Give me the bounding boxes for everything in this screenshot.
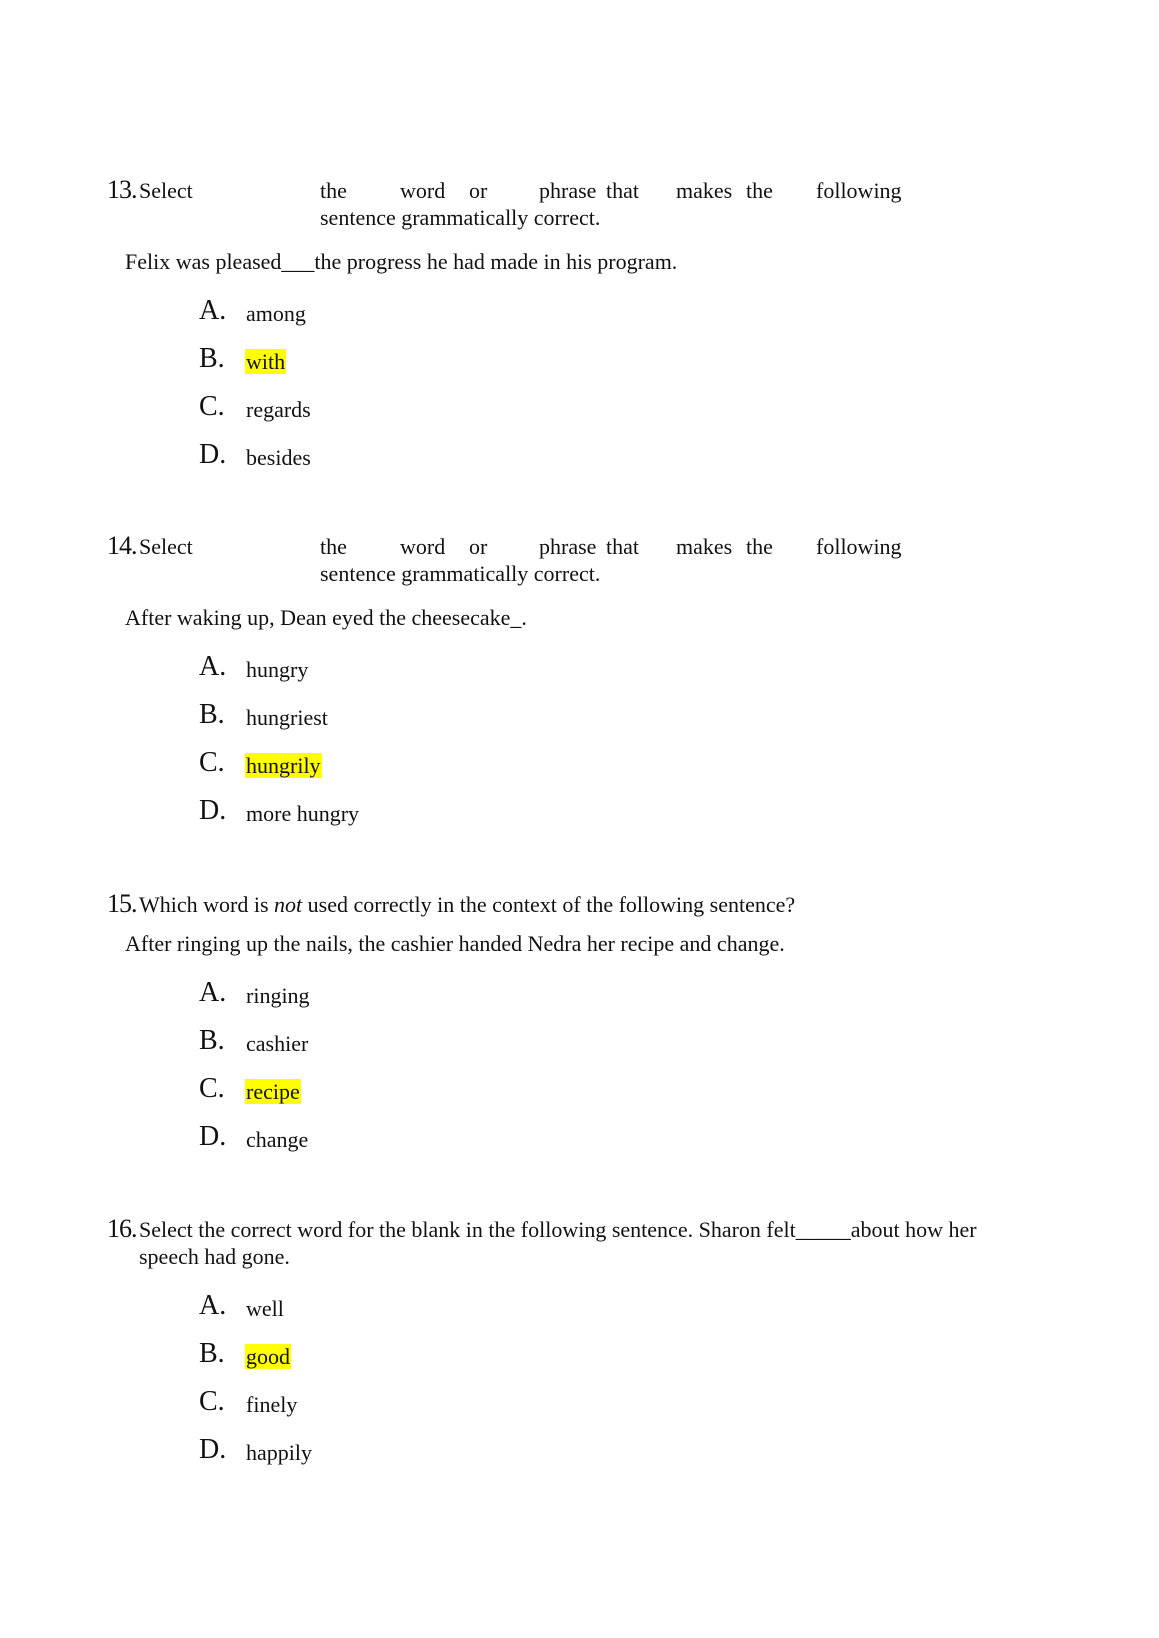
prompt-word: that <box>606 534 639 559</box>
prompt-part: Which word is <box>139 892 275 917</box>
question-number: 15. <box>107 889 137 918</box>
option-text: ringing <box>246 983 310 1008</box>
question-sentence: After waking up, Dean eyed the cheesecake_. <box>125 605 527 630</box>
prompt-continuation: sentence grammatically correct. <box>320 205 601 230</box>
option-text: change <box>246 1127 309 1152</box>
option-letter: C. <box>199 1073 225 1104</box>
prompt-word: following <box>816 178 902 203</box>
prompt-word: the <box>320 534 347 559</box>
option-letter: D. <box>199 795 227 826</box>
option-letter: B. <box>199 343 225 374</box>
option-text: well <box>246 1296 284 1321</box>
question-prompt-continuation: speech had gone. <box>139 1244 290 1269</box>
prompt-part: used correctly in the context of the following sentence? <box>302 892 796 917</box>
option-letter: A. <box>199 651 227 682</box>
prompt-word: that <box>606 178 639 203</box>
option-text-highlighted: recipe <box>246 1079 300 1104</box>
option-letter: D. <box>199 439 227 470</box>
option-text-highlighted: good <box>246 1344 290 1369</box>
prompt-word: or <box>469 178 488 203</box>
option-letter: D. <box>199 1434 227 1465</box>
option-letter: B. <box>199 1338 225 1369</box>
prompt-word: or <box>469 534 488 559</box>
prompt-word: the <box>746 178 773 203</box>
question-number: 14. <box>107 531 137 560</box>
question-sentence: After ringing up the nails, the cashier handed Nedra her recipe and change. <box>125 931 785 956</box>
option-letter: C. <box>199 391 225 422</box>
option-letter: D. <box>199 1121 227 1152</box>
prompt-word: following <box>816 534 902 559</box>
option-text: finely <box>246 1392 298 1417</box>
option-text: hungriest <box>246 705 328 730</box>
prompt-word: phrase <box>539 178 597 203</box>
prompt-emphasis: not <box>274 892 303 917</box>
option-letter: A. <box>199 295 227 326</box>
prompt-word: phrase <box>539 534 597 559</box>
question-number: 13. <box>107 175 137 204</box>
option-letter: B. <box>199 699 225 730</box>
prompt-word: the <box>320 178 347 203</box>
option-text: happily <box>246 1440 312 1465</box>
prompt-continuation: sentence grammatically correct. <box>320 561 601 586</box>
option-text: more hungry <box>246 801 360 826</box>
prompt-word: the <box>746 534 773 559</box>
question-prompt: Select the correct word for the blank in the following sentence. Sharon felt_____about how her <box>139 1217 977 1242</box>
option-letter: C. <box>199 747 225 778</box>
option-text: cashier <box>246 1031 309 1056</box>
option-text: hungry <box>246 657 309 682</box>
prompt-word: word <box>400 534 446 559</box>
option-text-highlighted: with <box>246 349 286 374</box>
option-letter: B. <box>199 1025 225 1056</box>
prompt-word: makes <box>676 178 733 203</box>
option-text-highlighted: hungrily <box>246 753 321 778</box>
prompt-word: makes <box>676 534 733 559</box>
option-letter: A. <box>199 1290 227 1321</box>
question-prompt <box>139 891 795 918</box>
option-text: regards <box>246 397 311 422</box>
question-sentence: Felix was pleased___the progress he had made in his program. <box>125 249 678 274</box>
question-number: 16. <box>107 1214 137 1243</box>
option-text: among <box>246 301 306 326</box>
prompt-word: Select <box>139 534 193 559</box>
option-letter: A. <box>199 977 227 1008</box>
prompt-word: word <box>400 178 446 203</box>
option-text: besides <box>246 445 311 470</box>
option-letter: C. <box>199 1386 225 1417</box>
prompt-word: Select <box>139 178 193 203</box>
